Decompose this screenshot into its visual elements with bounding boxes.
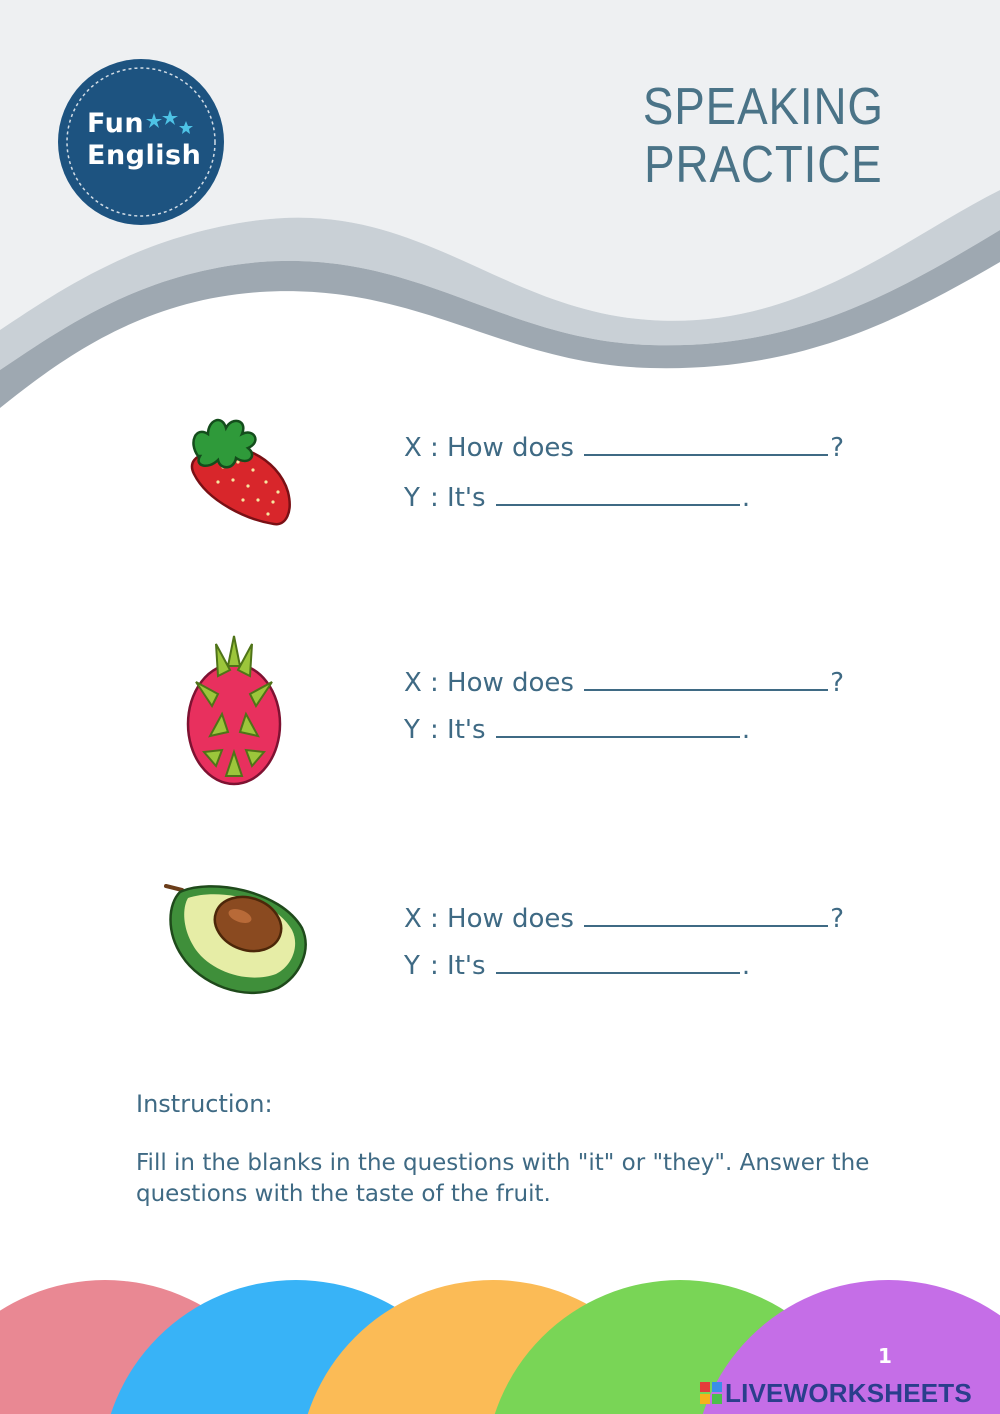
question-blank[interactable] (584, 903, 828, 927)
answer-period: . (741, 483, 751, 513)
item-1-question (404, 432, 844, 463)
speaker-x: X (404, 904, 422, 934)
answer-text: : It's (430, 951, 486, 981)
speaker-y: Y (404, 715, 420, 745)
answer-blank[interactable] (496, 714, 740, 738)
answer-text: : It's (430, 715, 486, 745)
question-mark: ? (830, 433, 845, 463)
question-blank[interactable] (584, 667, 828, 691)
item-3-question (404, 903, 844, 934)
answer-text: : It's (430, 483, 486, 513)
item-2-question (404, 667, 844, 698)
answer-period: . (741, 951, 751, 981)
item-3-answer (404, 950, 750, 981)
avocado-icon (160, 880, 312, 998)
speaker-x: X (404, 668, 422, 698)
instruction-text: Fill in the blanks in the questions with "it" or "they". Answer the questions with the taste of the fruit. (136, 1150, 870, 1207)
question-text: : How does (430, 668, 574, 698)
speaker-x: X (404, 433, 422, 463)
page-number: 1 (878, 1344, 892, 1368)
question-mark: ? (830, 904, 845, 934)
dragon-fruit-icon (182, 632, 286, 788)
answer-blank[interactable] (496, 950, 740, 974)
logo-text-english: English (87, 140, 202, 171)
page-title (643, 78, 884, 194)
item-2-answer (404, 714, 750, 745)
speaker-y: Y (404, 951, 420, 981)
question-blank[interactable] (584, 432, 828, 456)
liveworksheets-logo-icon (700, 1382, 722, 1404)
item-1-answer (404, 482, 750, 513)
instruction-heading: Instruction: (136, 1090, 273, 1118)
speaker-y: Y (404, 483, 420, 513)
answer-period: . (741, 715, 751, 745)
logo-text-fun: Fun (87, 108, 145, 139)
strawberry-icon (178, 412, 294, 530)
watermark-text: LIVEWORKSHEETS (725, 1377, 972, 1408)
answer-blank[interactable] (496, 482, 740, 506)
title-line-1: SPEAKING (642, 78, 884, 136)
question-text: : How does (430, 904, 574, 934)
question-mark: ? (830, 668, 845, 698)
liveworksheets-watermark (700, 1378, 972, 1408)
title-line-2: PRACTICE (644, 136, 883, 194)
question-text: : How does (430, 433, 574, 463)
